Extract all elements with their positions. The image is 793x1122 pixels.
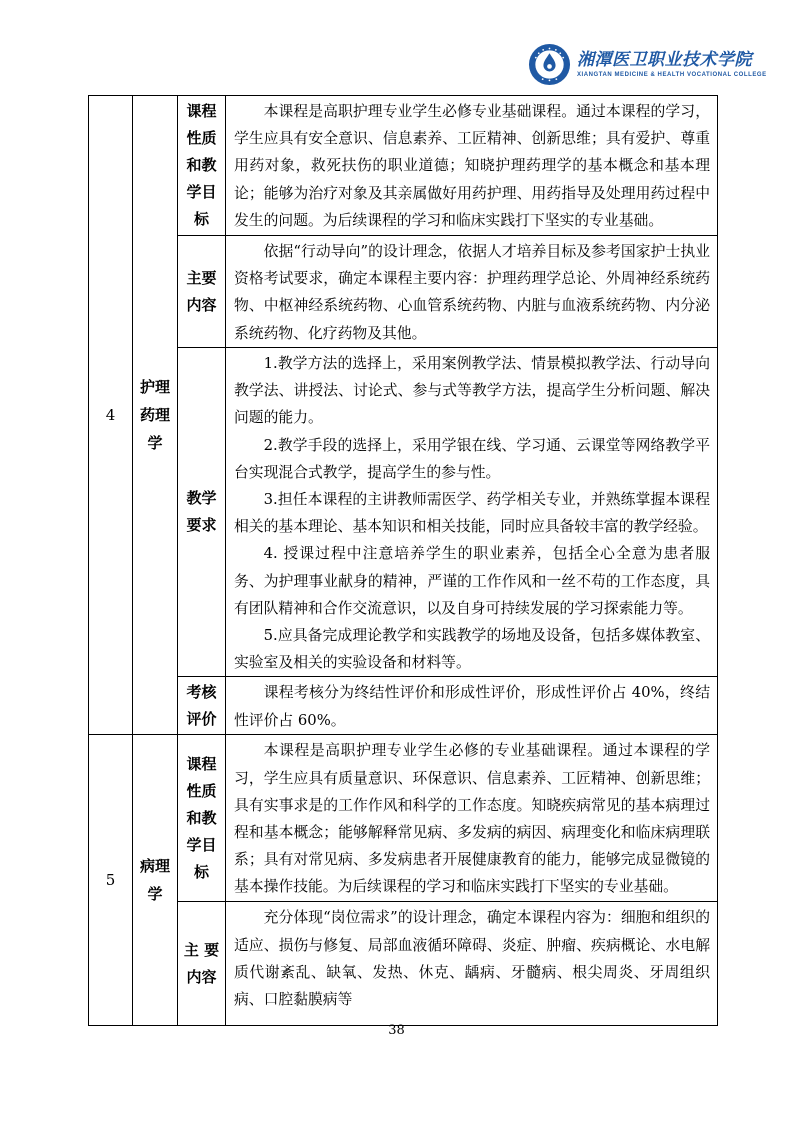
table-row	[89, 236, 718, 348]
section-content-cell	[226, 902, 718, 1026]
course-number-cell: 5	[89, 735, 133, 1026]
section-content-cell	[226, 236, 718, 348]
table-row	[89, 348, 718, 677]
section-label-cell: 主 要内容	[178, 902, 226, 1026]
section-label-cell: 教学要求	[178, 348, 226, 677]
course-name-cell: 护理药理学	[133, 96, 178, 735]
content-paragraph: 依据“行动导向”的设计理念，依据人才培养目标及参考国家护士执业资格考试要求，确定本课程主要内容：护理药理学总论、外周神经系统药物、中枢神经系统药物、心血管系统药物、内脏与血液系统药物、内分泌系统药物、化疗药物及其他。	[234, 243, 710, 342]
content-paragraph: 4. 授课过程中注意培养学生的职业素养，包括全心全意为患者服务、为护理事业献身的精神，严谨的工作作风和一丝不苟的工作态度，具有团队精神和合作交流意识，以及自身可持续发展的学习探索能力等。	[234, 545, 710, 617]
course-table	[88, 95, 718, 1026]
course-name-cell: 病理学	[133, 735, 178, 1026]
header-brand	[528, 43, 767, 86]
college-emblem-icon	[528, 43, 571, 86]
content-paragraph: 本课程是高职护理专业学生必修的专业基础课程。通过本课程的学习，学生应具有质量意识、环保意识、信息素养、工匠精神、创新思维；具有实事求是的工作作风和科学的工作态度。知晓疾病常见的基本病理过程和基本概念；能够解释常见病、多发病的病因、病理变化和临床病理联系；具有对常见病、多发病患者开展健康教育的能力，能够完成显微镜的基本操作技能。为后续课程的学习和临床实践打下坚实的专业基础。	[234, 742, 710, 896]
content-paragraph: 5.应具备完成理论教学和实践教学的场地及设备，包括多媒体教室、实验室及相关的实验设备和材料等。	[234, 627, 710, 672]
table-row	[89, 96, 718, 236]
section-content-cell	[226, 735, 718, 902]
content-paragraph: 3.担任本课程的主讲教师需医学、药学相关专业，并熟练掌握本课程相关的基本理论、基本知识和相关技能，同时应具备较丰富的教学经验。	[234, 491, 710, 536]
content-paragraph: 充分体现“岗位需求”的设计理念，确定本课程内容为：细胞和组织的适应、损伤与修复、局部血液循环障碍、炎症、肿瘤、疾病概论、水电解质代谢紊乱、缺氧、发热、休克、龋病、牙髓病、根尖周炎、牙周组织病、口腔黏膜病等	[234, 909, 710, 1009]
college-name-en: XIANGTAN MEDICINE & HEALTH VOCATIONAL COLLEGE	[577, 71, 767, 78]
table-row	[89, 735, 718, 902]
content-paragraph: 本课程是高职护理专业学生必修专业基础课程。通过本课程的学习，学生应具有安全意识、信息素养、工匠精神、创新思维；具有爱护、尊重用药对象，救死扶伤的职业道德；知晓护理药理学的基本概念和基本理论；能够为治疗对象及其亲属做好用药护理、用药指导及处理用药过程中发生的问题。为后续课程的学习和临床实践打下坚实的专业基础。	[234, 103, 710, 229]
content-paragraph: 1.教学方法的选择上，采用案例教学法、情景模拟教学法、行动导向教学法、讲授法、讨论式、参与式等教学方法，提高学生分析问题、解决问题的能力。	[234, 355, 710, 427]
section-content-cell	[226, 96, 718, 236]
section-label-cell: 课程性质和教学目标	[178, 96, 226, 236]
section-label-cell: 主要内容	[178, 236, 226, 348]
section-label-cell: 考核评价	[178, 677, 226, 735]
course-number-cell: 4	[89, 96, 133, 735]
table-row	[89, 902, 718, 1026]
content-paragraph: 课程考核分为终结性评价和形成性评价，形成性评价占 40%，终结性评价占 60%。	[234, 684, 710, 729]
section-content-cell	[226, 677, 718, 735]
content-paragraph: 2.教学手段的选择上，采用学银在线、学习通、云课堂等网络教学平台实现混合式教学，提高学生的参与性。	[234, 436, 710, 481]
brand-text	[577, 51, 767, 79]
section-label-cell: 课程性质和教学目标	[178, 735, 226, 902]
section-content-cell	[226, 348, 718, 677]
college-name-zh: 湘潭医卫职业技术学院	[577, 49, 752, 70]
table-row	[89, 677, 718, 735]
page-number: 38	[388, 1023, 405, 1038]
